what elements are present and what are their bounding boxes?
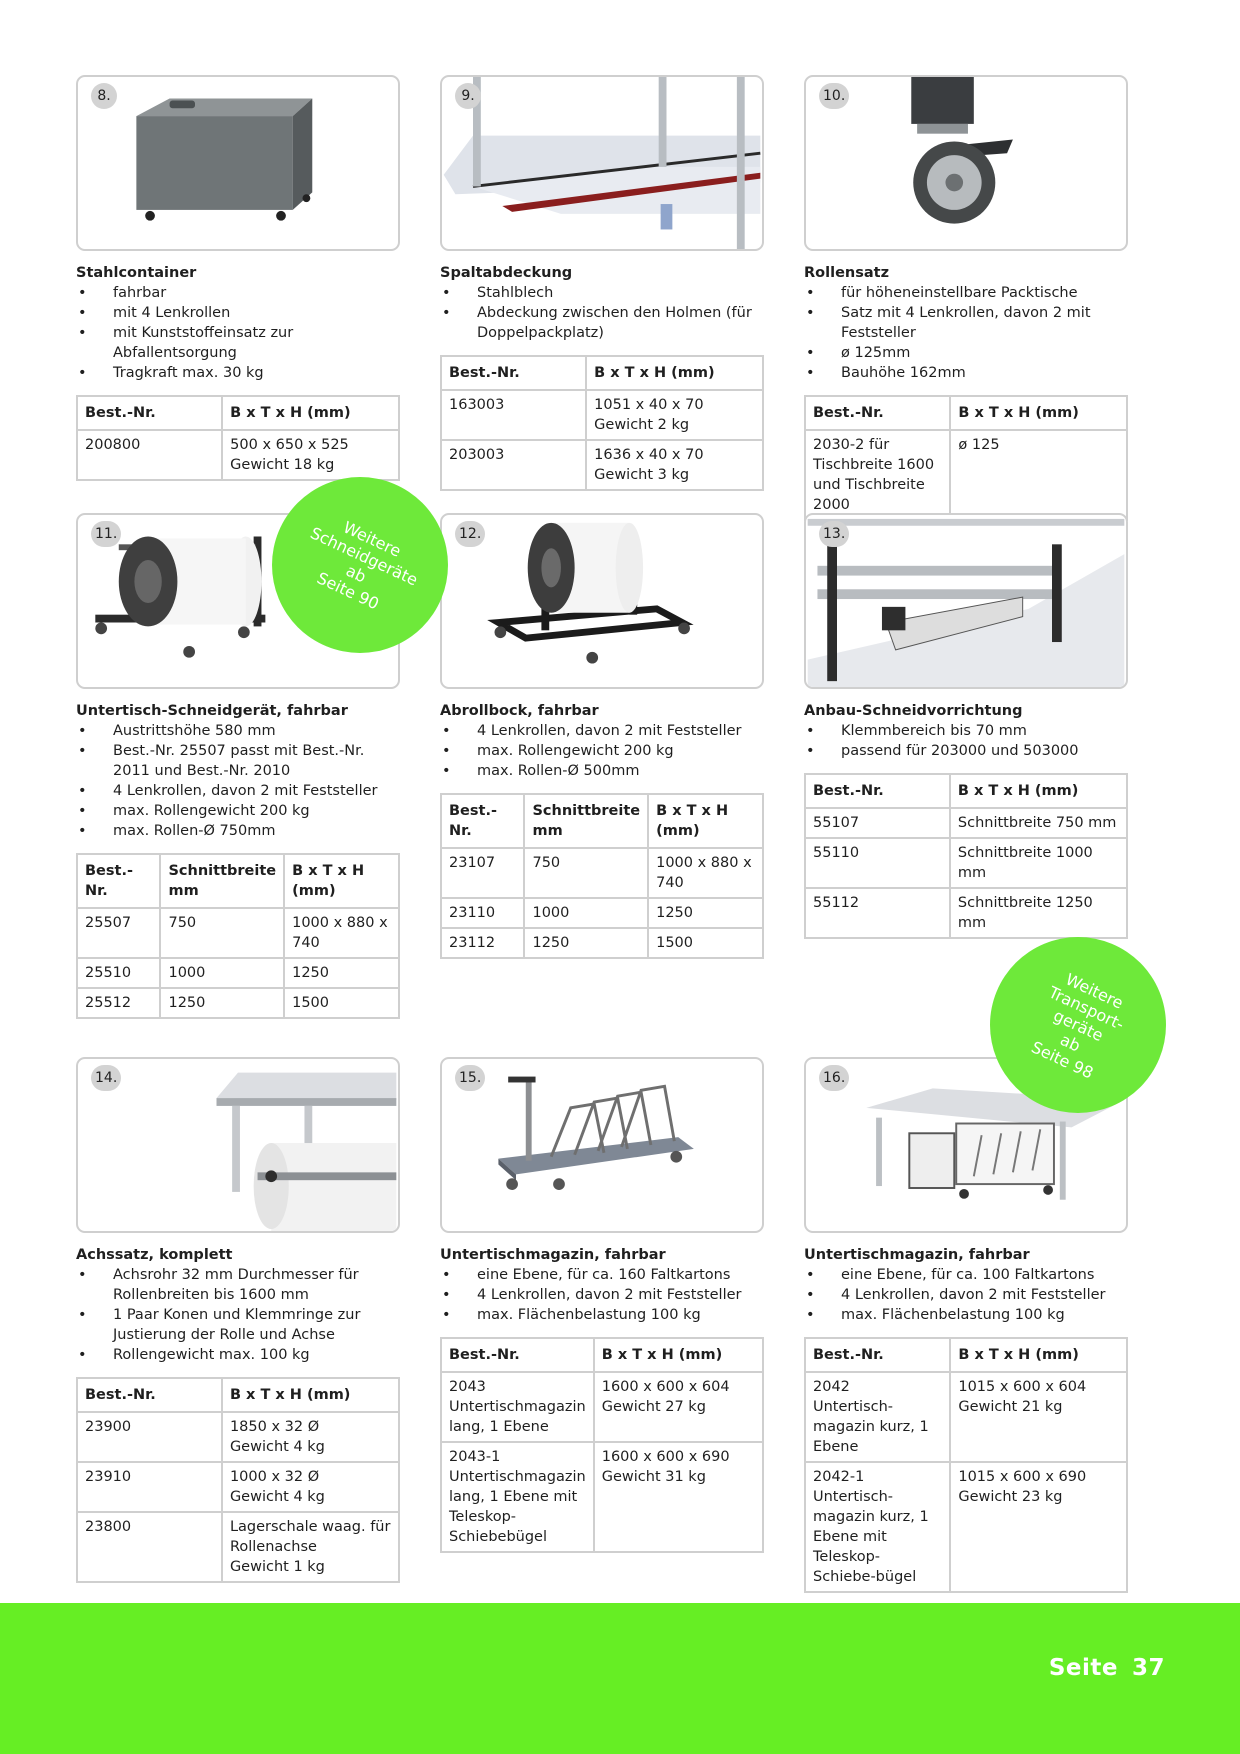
spec-header-cell: Best.-Nr. bbox=[441, 356, 586, 390]
product-image-box bbox=[440, 1057, 764, 1233]
product-image-box bbox=[76, 75, 400, 251]
feature-item: • max. Rollengewicht 200 kg bbox=[76, 801, 400, 821]
feature-item: • Bauhöhe 162mm bbox=[804, 363, 1128, 383]
spec-cell: 1600 x 600 x 604 Gewicht 27 kg bbox=[594, 1372, 763, 1442]
feature-item: • fahrbar bbox=[76, 283, 400, 303]
spec-cell: 1000 x 32 Ø Gewicht 4 kg bbox=[222, 1462, 399, 1512]
spec-cell: 25510 bbox=[77, 958, 160, 988]
product-features bbox=[440, 1265, 764, 1325]
spec-header-cell: B x T x H (mm) bbox=[222, 1378, 399, 1412]
product-features bbox=[804, 1265, 1128, 1325]
spec-cell: 1636 x 40 x 70 Gewicht 3 kg bbox=[586, 440, 763, 490]
promo-cutters-text: Weitere Schneidgeräte ab Seite 90 bbox=[307, 517, 421, 614]
spec-cell: 23107 bbox=[441, 848, 524, 898]
spec-header-cell: Best.-Nr. bbox=[77, 396, 222, 430]
product-features bbox=[804, 283, 1128, 383]
product-features bbox=[76, 721, 400, 841]
spec-header-cell: Best.-Nr. bbox=[805, 1338, 950, 1372]
table-row bbox=[77, 908, 399, 958]
table-row bbox=[441, 898, 763, 928]
feature-item: • max. Rollen-Ø 750mm bbox=[76, 821, 400, 841]
feature-item: • 4 Lenkrollen, davon 2 mit Feststeller bbox=[440, 1285, 764, 1305]
feature-item: • 4 Lenkrollen, davon 2 mit Feststeller bbox=[76, 781, 400, 801]
spec-table bbox=[440, 793, 764, 959]
spec-header-cell: Schnittbreite mm bbox=[524, 794, 648, 848]
product-image-box bbox=[804, 513, 1128, 689]
spec-cell: 1000 bbox=[160, 958, 284, 988]
spec-header-cell: Best.-Nr. bbox=[441, 1338, 594, 1372]
spec-header-cell: B x T x H (mm) bbox=[950, 774, 1127, 808]
product-image-box bbox=[440, 75, 764, 251]
spec-cell: 25507 bbox=[77, 908, 160, 958]
table-row bbox=[77, 430, 399, 480]
spec-header-cell: Best.-Nr. bbox=[77, 854, 160, 908]
product-features bbox=[440, 283, 764, 343]
spec-cell: ø 125 bbox=[950, 430, 1127, 520]
spec-cell: 163003 bbox=[441, 390, 586, 440]
spec-cell: 23910 bbox=[77, 1462, 222, 1512]
spec-cell: 1250 bbox=[524, 928, 648, 958]
table-row bbox=[805, 888, 1127, 938]
product-10 bbox=[804, 75, 1128, 521]
spec-table bbox=[804, 395, 1128, 521]
feature-item: • max. Flächenbelastung 100 kg bbox=[440, 1305, 764, 1325]
spec-table bbox=[804, 773, 1128, 939]
spec-cell: 2043 Untertischmagazin lang, 1 Ebene bbox=[441, 1372, 594, 1442]
feature-item: • 4 Lenkrollen, davon 2 mit Feststeller bbox=[804, 1285, 1128, 1305]
product-image-box bbox=[804, 75, 1128, 251]
feature-item: • 1 Paar Konen und Klemmringe zur Justierung der Rolle und Achse bbox=[76, 1305, 400, 1345]
spec-cell: Lagerschale waag. für Rollenachse Gewicht 1 kg bbox=[222, 1512, 399, 1582]
spec-cell: 750 bbox=[160, 908, 284, 958]
spec-table bbox=[804, 1337, 1128, 1593]
feature-item: • Stahlblech bbox=[440, 283, 764, 303]
spec-header-row bbox=[805, 1338, 1127, 1372]
spec-cell: 1500 bbox=[284, 988, 399, 1018]
spec-cell: 203003 bbox=[441, 440, 586, 490]
product-9 bbox=[440, 75, 764, 491]
spec-header-row bbox=[805, 774, 1127, 808]
spec-table bbox=[76, 1377, 400, 1583]
spec-header-row bbox=[77, 854, 399, 908]
product-title: Untertisch-Schneidgerät, fahrbar bbox=[76, 703, 348, 719]
table-row bbox=[441, 440, 763, 490]
spec-header-cell: B x T x H (mm) bbox=[586, 356, 763, 390]
feature-item: • Rollengewicht max. 100 kg bbox=[76, 1345, 400, 1365]
product-number-badge: 16. bbox=[819, 1065, 849, 1091]
promo-cutters-circle[interactable] bbox=[272, 477, 448, 653]
product-features bbox=[804, 721, 1128, 761]
product-8 bbox=[76, 75, 400, 481]
feature-item: • Best.-Nr. 25507 passt mit Best.-Nr. 2011 und Best.-Nr. 2010 bbox=[76, 741, 400, 781]
spec-cell: 23110 bbox=[441, 898, 524, 928]
feature-item: • max. Rollengewicht 200 kg bbox=[440, 741, 764, 761]
spec-cell: 25512 bbox=[77, 988, 160, 1018]
promo-transport-circle[interactable] bbox=[990, 937, 1166, 1113]
feature-item: • mit 4 Lenkrollen bbox=[76, 303, 400, 323]
spec-header-cell: B x T x H (mm) bbox=[648, 794, 763, 848]
spec-cell: 1250 bbox=[284, 958, 399, 988]
feature-item: • passend für 203000 und 503000 bbox=[804, 741, 1128, 761]
product-16 bbox=[804, 1057, 1128, 1593]
table-row bbox=[77, 1512, 399, 1582]
spec-cell: 23900 bbox=[77, 1412, 222, 1462]
table-row bbox=[805, 1372, 1127, 1462]
spec-header-row bbox=[441, 356, 763, 390]
spec-cell: 1250 bbox=[160, 988, 284, 1018]
spec-header-cell: B x T x H (mm) bbox=[950, 1338, 1127, 1372]
product-number-badge: 8. bbox=[91, 83, 117, 109]
spec-cell: 2042 Untertisch-magazin kurz, 1 Ebene bbox=[805, 1372, 950, 1462]
product-title: Stahlcontainer bbox=[76, 265, 197, 281]
spec-header-row bbox=[805, 396, 1127, 430]
table-row bbox=[77, 1412, 399, 1462]
product-features bbox=[440, 721, 764, 781]
table-row bbox=[805, 1462, 1127, 1592]
spec-cell: 55112 bbox=[805, 888, 950, 938]
product-12 bbox=[440, 513, 764, 959]
spec-cell: 55107 bbox=[805, 808, 950, 838]
spec-header-cell: Best.-Nr. bbox=[441, 794, 524, 848]
product-14 bbox=[76, 1057, 400, 1583]
feature-item: • Tragkraft max. 30 kg bbox=[76, 363, 400, 383]
table-row bbox=[77, 958, 399, 988]
spec-cell: 1600 x 600 x 690 Gewicht 31 kg bbox=[594, 1442, 763, 1552]
product-title: Achssatz, komplett bbox=[76, 1247, 233, 1263]
spec-table bbox=[76, 853, 400, 1019]
spec-header-row bbox=[77, 1378, 399, 1412]
product-features bbox=[76, 1265, 400, 1365]
page-label: Seite bbox=[1048, 1655, 1118, 1681]
spec-cell: 1850 x 32 Ø Gewicht 4 kg bbox=[222, 1412, 399, 1462]
spec-cell: 23800 bbox=[77, 1512, 222, 1582]
spec-cell: 1015 x 600 x 604 Gewicht 21 kg bbox=[950, 1372, 1127, 1462]
footer-bar bbox=[0, 1603, 1240, 1754]
product-number-badge: 13. bbox=[819, 521, 849, 547]
spec-header-cell: B x T x H (mm) bbox=[594, 1338, 763, 1372]
spec-cell: 1000 x 880 x 740 bbox=[648, 848, 763, 898]
spec-header-cell: B x T x H (mm) bbox=[950, 396, 1127, 430]
product-title: Abrollbock, fahrbar bbox=[440, 703, 599, 719]
spec-cell: 200800 bbox=[77, 430, 222, 480]
product-image-box bbox=[76, 1057, 400, 1233]
feature-item: • max. Flächenbelastung 100 kg bbox=[804, 1305, 1128, 1325]
product-title: Spaltabdeckung bbox=[440, 265, 573, 281]
product-image-box bbox=[440, 513, 764, 689]
spec-cell: Schnittbreite 1250 mm bbox=[950, 888, 1127, 938]
product-number-badge: 14. bbox=[91, 1065, 121, 1091]
spec-cell: 2030-2 für Tischbreite 1600 und Tischbreite 2000 bbox=[805, 430, 950, 520]
table-row bbox=[805, 808, 1127, 838]
table-row bbox=[77, 988, 399, 1018]
spec-cell: 1000 x 880 x 740 bbox=[284, 908, 399, 958]
feature-item: • Satz mit 4 Lenkrollen, davon 2 mit Feststeller bbox=[804, 303, 1128, 343]
page-number bbox=[1049, 1655, 1165, 1681]
spec-header-cell: Schnittbreite mm bbox=[160, 854, 284, 908]
spec-header-cell: Best.-Nr. bbox=[77, 1378, 222, 1412]
promo-transport-text: Weitere Transport- geräte ab Seite 98 bbox=[1028, 968, 1127, 1082]
product-13 bbox=[804, 513, 1128, 939]
feature-item: • mit Kunststoffeinsatz zur Abfallentsorgung bbox=[76, 323, 400, 363]
product-number-badge: 12. bbox=[455, 521, 485, 547]
table-row bbox=[441, 1372, 763, 1442]
table-row bbox=[805, 838, 1127, 888]
feature-item: • für höheneinstellbare Packtische bbox=[804, 283, 1128, 303]
spec-cell: Schnittbreite 750 mm bbox=[950, 808, 1127, 838]
table-row bbox=[441, 390, 763, 440]
spec-table bbox=[76, 395, 400, 481]
spec-header-cell: Best.-Nr. bbox=[805, 774, 950, 808]
feature-item: • eine Ebene, für ca. 100 Faltkartons bbox=[804, 1265, 1128, 1285]
table-row bbox=[441, 928, 763, 958]
spec-header-cell: Best.-Nr. bbox=[805, 396, 950, 430]
table-row bbox=[441, 1442, 763, 1552]
spec-table bbox=[440, 355, 764, 491]
spec-cell: 2042-1 Untertisch-magazin kurz, 1 Ebene mit Teleskop-Schiebe-bügel bbox=[805, 1462, 950, 1592]
spec-cell: 1500 bbox=[648, 928, 763, 958]
table-row bbox=[805, 430, 1127, 520]
spec-cell: 1015 x 600 x 690 Gewicht 23 kg bbox=[950, 1462, 1127, 1592]
spec-header-cell: B x T x H (mm) bbox=[284, 854, 399, 908]
product-number-badge: 9. bbox=[455, 83, 481, 109]
spec-header-row bbox=[77, 396, 399, 430]
product-title: Anbau-Schneidvorrichtung bbox=[804, 703, 1023, 719]
spec-cell: 750 bbox=[524, 848, 648, 898]
spec-header-row bbox=[441, 794, 763, 848]
feature-item: • Austrittshöhe 580 mm bbox=[76, 721, 400, 741]
spec-cell: 500 x 650 x 525 Gewicht 18 kg bbox=[222, 430, 399, 480]
feature-item: • Achsrohr 32 mm Durchmesser für Rollenbreiten bis 1600 mm bbox=[76, 1265, 400, 1305]
product-features bbox=[76, 283, 400, 383]
spec-header-cell: B x T x H (mm) bbox=[222, 396, 399, 430]
spec-cell: 23112 bbox=[441, 928, 524, 958]
table-row bbox=[441, 848, 763, 898]
feature-item: • ø 125mm bbox=[804, 343, 1128, 363]
spec-table bbox=[440, 1337, 764, 1553]
product-number-badge: 10. bbox=[819, 83, 849, 109]
product-number-badge: 15. bbox=[455, 1065, 485, 1091]
feature-item: • Klemmbereich bis 70 mm bbox=[804, 721, 1128, 741]
spec-cell: 55110 bbox=[805, 838, 950, 888]
spec-cell: 2043-1 Untertischmagazin lang, 1 Ebene mit Teleskop-Schiebebügel bbox=[441, 1442, 594, 1552]
feature-item: • Abdeckung zwischen den Holmen (für Doppelpackplatz) bbox=[440, 303, 764, 343]
spec-header-row bbox=[441, 1338, 763, 1372]
spec-cell: 1000 bbox=[524, 898, 648, 928]
spec-cell: 1250 bbox=[648, 898, 763, 928]
page-value: 37 bbox=[1131, 1655, 1165, 1681]
feature-item: • max. Rollen-Ø 500mm bbox=[440, 761, 764, 781]
feature-item: • 4 Lenkrollen, davon 2 mit Feststeller bbox=[440, 721, 764, 741]
product-number-badge: 11. bbox=[91, 521, 121, 547]
product-title: Untertischmagazin, fahrbar bbox=[804, 1247, 1030, 1263]
product-title: Untertischmagazin, fahrbar bbox=[440, 1247, 666, 1263]
table-row bbox=[77, 1462, 399, 1512]
product-title: Rollensatz bbox=[804, 265, 890, 281]
spec-cell: Schnittbreite 1000 mm bbox=[950, 838, 1127, 888]
product-15 bbox=[440, 1057, 764, 1553]
feature-item: • eine Ebene, für ca. 160 Faltkartons bbox=[440, 1265, 764, 1285]
spec-cell: 1051 x 40 x 70 Gewicht 2 kg bbox=[586, 390, 763, 440]
